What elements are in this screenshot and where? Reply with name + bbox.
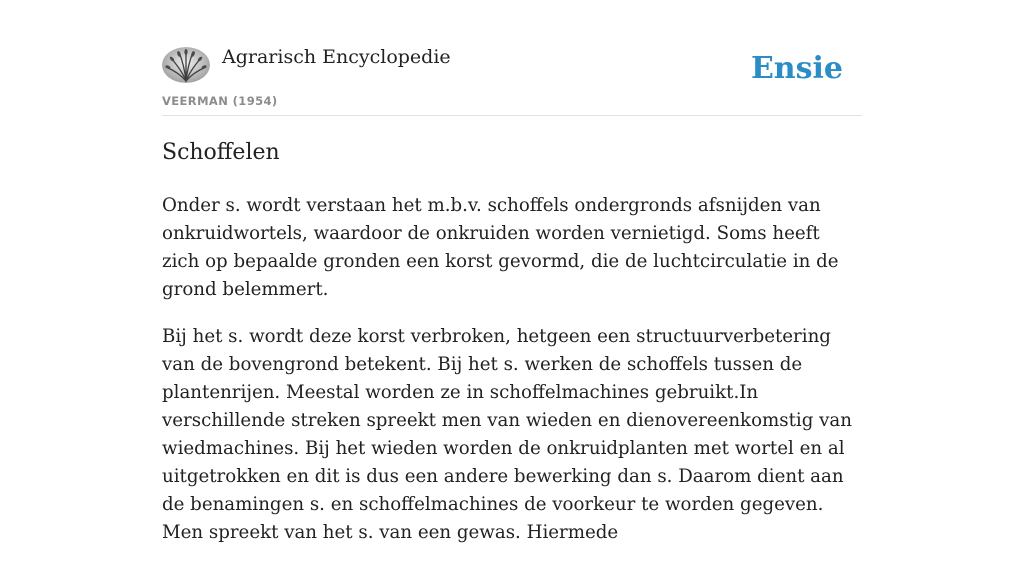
article-page (162, 0, 862, 543)
edition-label: VEERMAN (1954) (162, 94, 278, 108)
entry-body (162, 192, 862, 566)
site-logo-link[interactable]: Ensie (750, 51, 843, 86)
wheat-sheaf-icon[interactable] (162, 47, 210, 83)
entry-paragraph: Onder s. wordt verstaan het m.b.v. schoffels ondergronds afsnijden van onkruidwortels, waardoor de onkruiden worden vernietigd. Soms heeft zich op bepaalde gronden een korst gevormd, die de luchtcirculatie in de grond belemmert. (162, 195, 839, 300)
book-title-link[interactable]: Agrarisch Encyclopedie (222, 46, 451, 68)
entry-paragraph: Bij het s. wordt deze korst verbroken, hetgeen een structuurverbetering van de bovengrond betekent. Bij het s. werken de schoffels tussen de plantenrijen. Meestal worden ze in schoffelmachines gebruikt.In verschillende streken spreekt men van wieden en dienovereenkomstig van wiedmachines. Bij het wieden worden de onkruidplanten met wortel en al uitgetrokken en dit is dus een andere bewerking dan s. Daarom dient aan de benamingen s. en schoffelmachines de voorkeur te worden gegeven. Men spreekt van het s. van een gewas. Hiermede (162, 326, 852, 543)
header (162, 0, 862, 116)
entry-title: Schoffelen (162, 140, 280, 165)
